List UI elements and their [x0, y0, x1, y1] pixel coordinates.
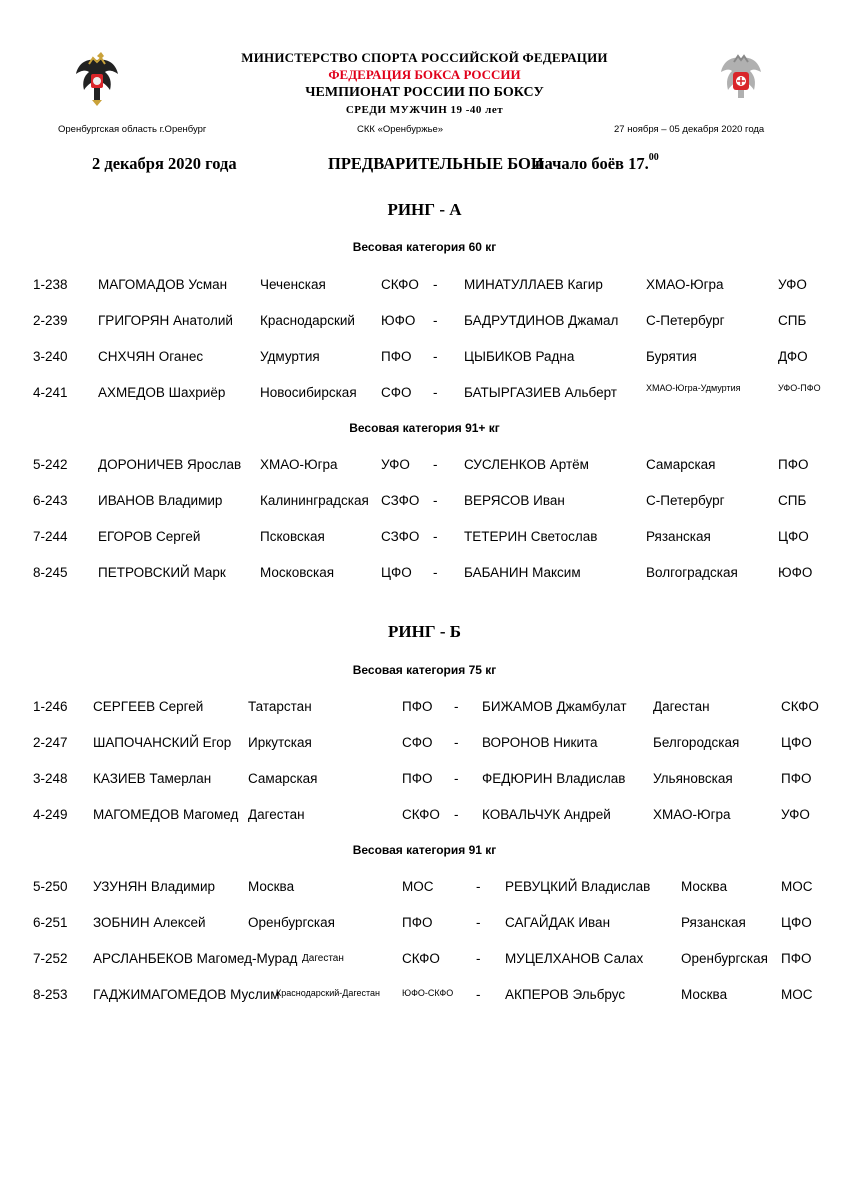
table-row — [0, 699, 849, 721]
district-red: СФО — [381, 385, 412, 400]
versus-separator: - — [433, 493, 438, 508]
region-red: Самарская — [248, 771, 318, 786]
boxer-red: ЕГОРОВ Сергей — [98, 529, 201, 544]
bout-stage-title: ПРЕДВАРИТЕЛЬНЫЕ БОИ — [328, 154, 544, 173]
versus-separator: - — [476, 915, 481, 930]
boxer-blue: КОВАЛЬЧУК Андрей — [482, 807, 611, 822]
table-row — [0, 277, 849, 299]
bout-number: 7-244 — [33, 529, 68, 544]
region-blue: Бурятия — [646, 349, 697, 364]
boxer-blue: ТЕТЕРИН Светослав — [464, 529, 598, 544]
boxer-blue: РЕВУЦКИЙ Владислав — [505, 879, 651, 894]
weight-category: Весовая категория 75 кг — [352, 663, 497, 677]
ministry-title: МИНИСТЕРСТВО СПОРТА РОССИЙСКОЙ ФЕДЕРАЦИИ — [241, 50, 608, 65]
division-title: СРЕДИ МУЖЧИН 19 -40 лет — [345, 104, 504, 116]
table-row — [0, 735, 849, 757]
ring-title: РИНГ - Б — [387, 622, 462, 641]
ring-title: РИНГ - А — [387, 200, 462, 219]
district-red: ЦФО — [381, 565, 412, 580]
table-row — [0, 385, 849, 407]
venue: СКК «Оренбуржье» — [357, 124, 444, 135]
boxer-red: УЗУНЯН Владимир — [93, 879, 215, 894]
bout-number: 4-249 — [33, 807, 68, 822]
table-row — [0, 771, 849, 793]
bout-number: 4-241 — [33, 385, 68, 400]
bout-date: 2 декабря 2020 года — [92, 154, 237, 173]
region-red: Иркутская — [248, 735, 312, 750]
bout-number: 5-250 — [33, 879, 68, 894]
district-blue: ПФО — [781, 951, 812, 966]
region-blue: Москва — [681, 879, 728, 894]
boxer-blue: БАДРУТДИНОВ Джамал — [464, 313, 619, 328]
versus-separator: - — [454, 735, 459, 750]
boxer-red: ИВАНОВ Владимир — [98, 493, 223, 508]
versus-separator: - — [433, 349, 438, 364]
bout-number: 6-251 — [33, 915, 68, 930]
region-blue: ХМАО-Югра-Удмуртия — [646, 383, 741, 393]
versus-separator: - — [433, 529, 438, 544]
district-blue: СКФО — [781, 699, 819, 714]
versus-separator: - — [433, 565, 438, 580]
start-time-label: начало боёв 17. — [535, 154, 649, 173]
boxer-blue: АКПЕРОВ Эльбрус — [505, 987, 626, 1002]
boxer-blue: БАБАНИН Максим — [464, 565, 581, 580]
region-blue: С-Петербург — [646, 313, 725, 328]
district-blue: ДФО — [778, 349, 808, 364]
region-red: Удмуртия — [260, 349, 320, 364]
start-time — [535, 154, 659, 174]
versus-separator: - — [454, 699, 459, 714]
table-row — [0, 951, 849, 973]
district-red: СЗФО — [381, 529, 420, 544]
table-row — [0, 313, 849, 335]
weight-category: Весовая категория 60 кг — [352, 240, 497, 254]
boxer-red: ШАПОЧАНСКИЙ Егор — [93, 735, 232, 750]
region-blue: ХМАО-Югра — [646, 277, 724, 292]
boxer-blue: СУСЛЕНКОВ Артём — [464, 457, 589, 472]
boxer-blue: ВОРОНОВ Никита — [482, 735, 598, 750]
boxer-blue: МУЦЕЛХАНОВ Салах — [505, 951, 644, 966]
district-blue: ЮФО — [778, 565, 813, 580]
region-red: ХМАО-Югра — [260, 457, 338, 472]
table-row — [0, 565, 849, 587]
bout-number: 8-253 — [33, 987, 68, 1002]
table-row — [0, 987, 849, 1009]
versus-separator: - — [433, 277, 438, 292]
region-red: Чеченская — [260, 277, 326, 292]
federation-title: ФЕДЕРАЦИЯ БОКСА РОССИИ — [328, 67, 521, 82]
boxer-red: ГАДЖИМАГОМЕДОВ Муслим — [93, 987, 280, 1002]
region-red: Краснодарский-Дагестан — [276, 988, 380, 998]
region-blue: Оренбургская — [681, 951, 768, 966]
region-blue: Самарская — [646, 457, 716, 472]
boxer-red: ПЕТРОВСКИЙ Марк — [98, 565, 226, 580]
region-blue: Белгородская — [653, 735, 740, 750]
region-red: Дагестан — [302, 953, 344, 964]
region-red: Оренбургская — [248, 915, 335, 930]
district-blue: УФО — [778, 277, 807, 292]
boxer-blue: ЦЫБИКОВ Радна — [464, 349, 575, 364]
district-red: ЮФО — [381, 313, 416, 328]
district-blue: МОС — [781, 987, 813, 1002]
bout-number: 5-242 — [33, 457, 68, 472]
district-red: СФО — [402, 735, 433, 750]
event-dates: 27 ноября – 05 декабря 2020 года — [614, 124, 765, 135]
bout-number: 1-246 — [33, 699, 68, 714]
district-red: СКФО — [402, 807, 440, 822]
boxer-red: КАЗИЕВ Тамерлан — [93, 771, 212, 786]
district-blue: ЦФО — [781, 915, 812, 930]
boxer-blue: БИЖАМОВ Джамбулат — [482, 699, 627, 714]
table-row — [0, 529, 849, 551]
versus-separator: - — [476, 987, 481, 1002]
district-blue: ПФО — [778, 457, 809, 472]
boxer-red: ГРИГОРЯН Анатолий — [98, 313, 233, 328]
district-blue: СПБ — [778, 313, 807, 328]
region-red: Калининградская — [260, 493, 369, 508]
bout-number: 3-248 — [33, 771, 68, 786]
boxer-blue: ВЕРЯСОВ Иван — [464, 493, 565, 508]
table-row — [0, 915, 849, 937]
boxer-blue: МИНАТУЛЛАЕВ Кагир — [464, 277, 603, 292]
region-red: Дагестан — [248, 807, 305, 822]
boxer-red: МАГОМАДОВ Усман — [98, 277, 228, 292]
district-red: ЮФО-СКФО — [402, 988, 454, 998]
versus-separator: - — [454, 771, 459, 786]
boxer-blue: САГАЙДАК Иван — [505, 915, 611, 930]
district-blue: ЦФО — [778, 529, 809, 544]
versus-separator: - — [476, 879, 481, 894]
district-blue: ЦФО — [781, 735, 812, 750]
table-row — [0, 349, 849, 371]
start-time-minutes: 00 — [648, 152, 659, 163]
bout-number: 2-239 — [33, 313, 68, 328]
district-blue: МОС — [781, 879, 813, 894]
boxer-red: СНХЧЯН Оганес — [98, 349, 204, 364]
district-blue: УФО — [781, 807, 810, 822]
district-red: ПФО — [402, 915, 433, 930]
district-red: СКФО — [402, 951, 440, 966]
table-row — [0, 807, 849, 829]
versus-separator: - — [433, 457, 438, 472]
region-red: Краснодарский — [260, 313, 355, 328]
versus-separator: - — [476, 951, 481, 966]
boxer-red: АХМЕДОВ Шахриёр — [98, 385, 226, 400]
bout-number: 3-240 — [33, 349, 68, 364]
region-red: Новосибирская — [260, 385, 357, 400]
boxer-red: ДОРОНИЧЕВ Ярослав — [98, 457, 242, 472]
boxer-red: СЕРГЕЕВ Сергей — [93, 699, 204, 714]
region-red: Москва — [248, 879, 295, 894]
district-red: ПФО — [402, 699, 433, 714]
region-blue: Волгоградская — [646, 565, 738, 580]
versus-separator: - — [433, 313, 438, 328]
district-red: ПФО — [402, 771, 433, 786]
championship-title: ЧЕМПИОНАТ РОССИИ ПО БОКСУ — [305, 85, 544, 100]
bout-number: 2-247 — [33, 735, 68, 750]
district-red: ПФО — [381, 349, 412, 364]
bout-number: 8-245 — [33, 565, 68, 580]
district-red: УФО — [381, 457, 410, 472]
boxer-blue: ФЕДЮРИН Владислав — [482, 771, 626, 786]
region-blue: ХМАО-Югра — [653, 807, 731, 822]
region-blue: Москва — [681, 987, 728, 1002]
bout-number: 7-252 — [33, 951, 68, 966]
region-red: Московская — [260, 565, 335, 580]
district-blue: СПБ — [778, 493, 807, 508]
region-blue: Рязанская — [646, 529, 711, 544]
district-red: СЗФО — [381, 493, 420, 508]
location: Оренбургская область г.Оренбург — [58, 124, 207, 135]
bout-number: 1-238 — [33, 277, 68, 292]
region-red: Псковская — [260, 529, 325, 544]
table-row — [0, 879, 849, 901]
region-blue: Дагестан — [653, 699, 710, 714]
versus-separator: - — [433, 385, 438, 400]
region-blue: С-Петербург — [646, 493, 725, 508]
boxer-blue: БАТЫРГАЗИЕВ Альберт — [464, 385, 617, 400]
region-red: Татарстан — [248, 699, 312, 714]
boxer-red: ЗОБНИН Алексей — [93, 915, 206, 930]
table-row — [0, 457, 849, 479]
district-blue: ПФО — [781, 771, 812, 786]
bout-number: 6-243 — [33, 493, 68, 508]
versus-separator: - — [454, 807, 459, 822]
boxer-red: АРСЛАНБЕКОВ Магомед-Мурад — [93, 951, 298, 966]
region-blue: Рязанская — [681, 915, 746, 930]
boxer-red: МАГОМЕДОВ Магомед — [93, 807, 239, 822]
district-red: МОС — [402, 879, 434, 894]
region-blue: Ульяновская — [653, 771, 733, 786]
district-red: СКФО — [381, 277, 419, 292]
district-blue: УФО-ПФО — [778, 383, 821, 393]
table-row — [0, 493, 849, 515]
weight-category: Весовая категория 91+ кг — [349, 421, 500, 435]
weight-category: Весовая категория 91 кг — [352, 843, 497, 857]
